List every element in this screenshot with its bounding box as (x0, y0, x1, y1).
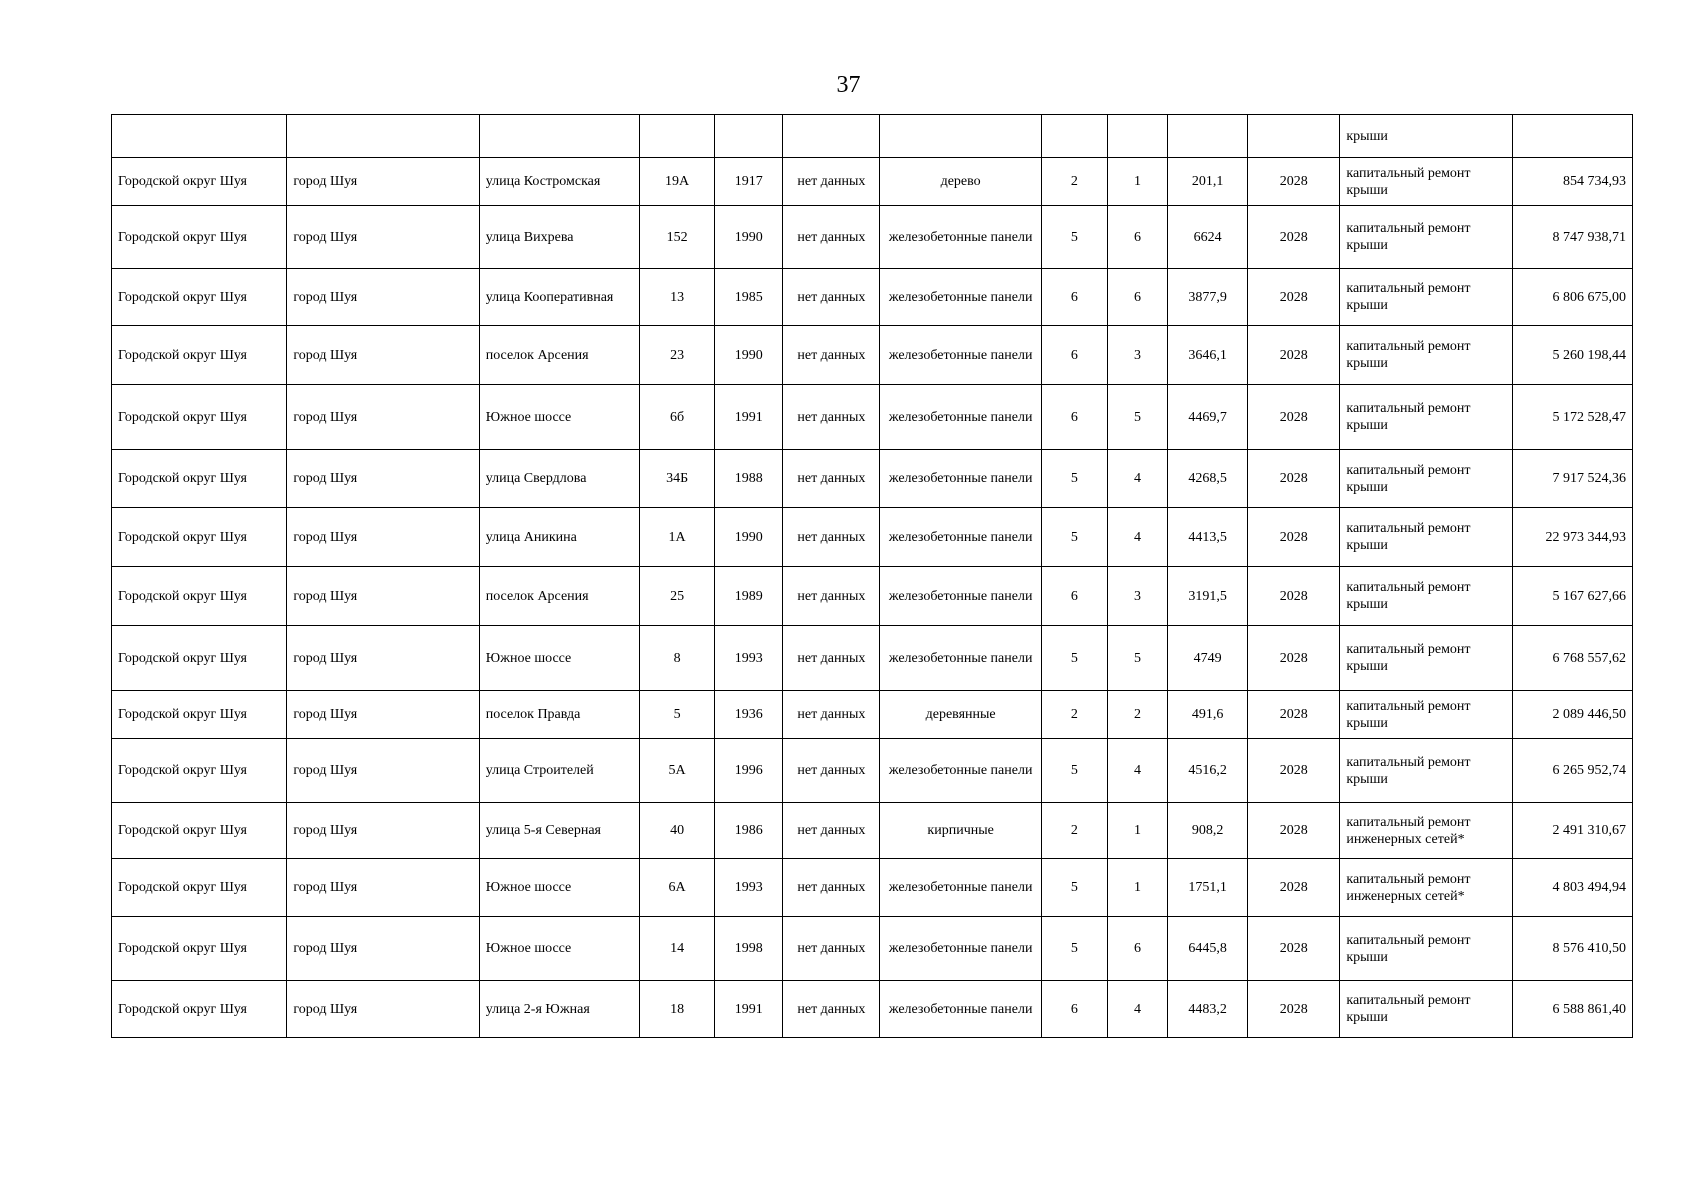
table-row (112, 206, 1633, 269)
cell-municipality: Городской округ Шуя (112, 803, 287, 859)
cell-entrances: 1 (1107, 158, 1167, 206)
cell-work: крыши (1340, 115, 1512, 158)
cell-municipality: Городской округ Шуя (112, 269, 287, 326)
cell-cost: 4 803 494,94 (1512, 859, 1632, 917)
cell-house: 19А (640, 158, 715, 206)
cell-floors: 5 (1041, 626, 1107, 691)
cell-street: улица Строителей (479, 739, 639, 803)
cell-settlement: город Шуя (287, 508, 479, 567)
cell-year-built: 1990 (715, 206, 783, 269)
cell-floors: 5 (1041, 450, 1107, 508)
cell-work: капитальный ремонт крыши (1340, 450, 1512, 508)
cell-street: Южное шоссе (479, 626, 639, 691)
cell-plan-year: 2028 (1248, 981, 1340, 1038)
cell-municipality: Городской округ Шуя (112, 981, 287, 1038)
cell-work: капитальный ремонт крыши (1340, 508, 1512, 567)
cell-entrances: 6 (1107, 917, 1167, 981)
cell-work: капитальный ремонт крыши (1340, 567, 1512, 626)
cell-cost: 6 806 675,00 (1512, 269, 1632, 326)
table-row (112, 803, 1633, 859)
cell-floors: 5 (1041, 917, 1107, 981)
cell-entrances: 5 (1107, 385, 1167, 450)
cell-street: Южное шоссе (479, 859, 639, 917)
cell-year-reconstruction: нет данных (783, 981, 880, 1038)
cell-entrances (1107, 115, 1167, 158)
cell-cost: 8 576 410,50 (1512, 917, 1632, 981)
cell-year-built: 1993 (715, 859, 783, 917)
cell-area (1168, 115, 1248, 158)
cell-year-built: 1936 (715, 691, 783, 739)
cell-settlement: город Шуя (287, 803, 479, 859)
cell-house: 6А (640, 859, 715, 917)
cell-plan-year: 2028 (1248, 326, 1340, 385)
cell-municipality: Городской округ Шуя (112, 326, 287, 385)
cell-settlement (287, 115, 479, 158)
cell-floors: 6 (1041, 385, 1107, 450)
cell-wall-material: железобетонные панели (880, 567, 1041, 626)
cell-wall-material: железобетонные панели (880, 626, 1041, 691)
table-row (112, 269, 1633, 326)
cell-wall-material: железобетонные панели (880, 450, 1041, 508)
table-row (112, 385, 1633, 450)
cell-street: Южное шоссе (479, 385, 639, 450)
cell-settlement: город Шуя (287, 917, 479, 981)
cell-plan-year: 2028 (1248, 691, 1340, 739)
cell-entrances: 3 (1107, 567, 1167, 626)
cell-municipality: Городской округ Шуя (112, 158, 287, 206)
cell-work: капитальный ремонт крыши (1340, 981, 1512, 1038)
table-row (112, 691, 1633, 739)
cell-year-reconstruction: нет данных (783, 567, 880, 626)
cell-municipality: Городской округ Шуя (112, 739, 287, 803)
cell-area: 6445,8 (1168, 917, 1248, 981)
cell-plan-year: 2028 (1248, 269, 1340, 326)
cell-cost: 854 734,93 (1512, 158, 1632, 206)
table-row (112, 626, 1633, 691)
cell-plan-year: 2028 (1248, 859, 1340, 917)
cell-settlement: город Шуя (287, 626, 479, 691)
cell-floors: 5 (1041, 859, 1107, 917)
cell-plan-year: 2028 (1248, 450, 1340, 508)
cell-floors: 5 (1041, 739, 1107, 803)
table-row (112, 917, 1633, 981)
cell-wall-material: дерево (880, 158, 1041, 206)
cell-house: 5 (640, 691, 715, 739)
cell-area: 3191,5 (1168, 567, 1248, 626)
cell-cost: 6 265 952,74 (1512, 739, 1632, 803)
cell-floors: 2 (1041, 803, 1107, 859)
cell-wall-material: деревянные (880, 691, 1041, 739)
cell-entrances: 6 (1107, 269, 1167, 326)
cell-house: 1А (640, 508, 715, 567)
cell-house: 18 (640, 981, 715, 1038)
cell-area: 1751,1 (1168, 859, 1248, 917)
cell-year-built: 1989 (715, 567, 783, 626)
cell-plan-year (1248, 115, 1340, 158)
cell-cost: 7 917 524,36 (1512, 450, 1632, 508)
cell-area: 4483,2 (1168, 981, 1248, 1038)
cell-entrances: 4 (1107, 739, 1167, 803)
cell-settlement: город Шуя (287, 385, 479, 450)
cell-house: 5А (640, 739, 715, 803)
cell-year-built (715, 115, 783, 158)
cell-plan-year: 2028 (1248, 385, 1340, 450)
cell-year-built: 1996 (715, 739, 783, 803)
cell-year-built: 1988 (715, 450, 783, 508)
cell-municipality: Городской округ Шуя (112, 450, 287, 508)
cell-cost: 2 089 446,50 (1512, 691, 1632, 739)
cell-work: капитальный ремонт крыши (1340, 269, 1512, 326)
cell-plan-year: 2028 (1248, 803, 1340, 859)
cell-street: улица Свердлова (479, 450, 639, 508)
cell-municipality: Городской округ Шуя (112, 206, 287, 269)
cell-street: улица 2-я Южная (479, 981, 639, 1038)
cell-wall-material: железобетонные панели (880, 859, 1041, 917)
cell-area: 4413,5 (1168, 508, 1248, 567)
cell-entrances: 4 (1107, 981, 1167, 1038)
cell-entrances: 4 (1107, 450, 1167, 508)
cell-area: 6624 (1168, 206, 1248, 269)
cell-municipality: Городской округ Шуя (112, 917, 287, 981)
cell-settlement: город Шуя (287, 158, 479, 206)
cell-municipality: Городской округ Шуя (112, 567, 287, 626)
cell-municipality: Городской округ Шуя (112, 859, 287, 917)
cell-settlement: город Шуя (287, 691, 479, 739)
cell-municipality: Городской округ Шуя (112, 385, 287, 450)
cell-year-built: 1998 (715, 917, 783, 981)
cell-entrances: 6 (1107, 206, 1167, 269)
cell-cost: 8 747 938,71 (1512, 206, 1632, 269)
cell-work: капитальный ремонт инженерных сетей* (1340, 859, 1512, 917)
cell-cost: 6 768 557,62 (1512, 626, 1632, 691)
cell-year-reconstruction: нет данных (783, 917, 880, 981)
cell-entrances: 2 (1107, 691, 1167, 739)
cell-settlement: город Шуя (287, 326, 479, 385)
cell-year-reconstruction: нет данных (783, 450, 880, 508)
cell-year-reconstruction (783, 115, 880, 158)
table-row (112, 158, 1633, 206)
cell-street: Южное шоссе (479, 917, 639, 981)
cell-year-built: 1985 (715, 269, 783, 326)
cell-year-reconstruction: нет данных (783, 508, 880, 567)
cell-entrances: 3 (1107, 326, 1167, 385)
cell-street: улица 5-я Северная (479, 803, 639, 859)
cell-cost: 5 167 627,66 (1512, 567, 1632, 626)
cell-area: 201,1 (1168, 158, 1248, 206)
table-body (112, 115, 1633, 1038)
cell-floors: 6 (1041, 269, 1107, 326)
cell-house: 152 (640, 206, 715, 269)
cell-year-reconstruction: нет данных (783, 206, 880, 269)
cell-wall-material: железобетонные панели (880, 326, 1041, 385)
cell-plan-year: 2028 (1248, 158, 1340, 206)
table-row (112, 326, 1633, 385)
cell-year-built: 1986 (715, 803, 783, 859)
cell-plan-year: 2028 (1248, 206, 1340, 269)
cell-work: капитальный ремонт крыши (1340, 158, 1512, 206)
cell-settlement: город Шуя (287, 981, 479, 1038)
cell-floors: 6 (1041, 567, 1107, 626)
cell-work: капитальный ремонт крыши (1340, 326, 1512, 385)
cell-plan-year: 2028 (1248, 626, 1340, 691)
table-row (112, 450, 1633, 508)
cell-area: 908,2 (1168, 803, 1248, 859)
cell-year-built: 1993 (715, 626, 783, 691)
cell-area: 4469,7 (1168, 385, 1248, 450)
cell-settlement: город Шуя (287, 739, 479, 803)
cell-floors: 5 (1041, 206, 1107, 269)
cell-street: улица Аникина (479, 508, 639, 567)
page-number: 37 (836, 72, 861, 98)
cell-year-reconstruction: нет данных (783, 626, 880, 691)
cell-wall-material: железобетонные панели (880, 917, 1041, 981)
cell-entrances: 1 (1107, 803, 1167, 859)
cell-house: 25 (640, 567, 715, 626)
cell-house: 14 (640, 917, 715, 981)
cell-work: капитальный ремонт инженерных сетей* (1340, 803, 1512, 859)
cell-house: 13 (640, 269, 715, 326)
cell-street: поселок Правда (479, 691, 639, 739)
cell-street: улица Вихрева (479, 206, 639, 269)
cell-year-built: 1990 (715, 508, 783, 567)
cell-house: 8 (640, 626, 715, 691)
cell-settlement: город Шуя (287, 269, 479, 326)
cell-area: 3646,1 (1168, 326, 1248, 385)
cell-entrances: 4 (1107, 508, 1167, 567)
cell-floors (1041, 115, 1107, 158)
cell-municipality: Городской округ Шуя (112, 508, 287, 567)
cell-house: 34Б (640, 450, 715, 508)
cell-work: капитальный ремонт крыши (1340, 917, 1512, 981)
cell-work: капитальный ремонт крыши (1340, 739, 1512, 803)
cell-house: 6б (640, 385, 715, 450)
cell-area: 491,6 (1168, 691, 1248, 739)
cell-area: 4749 (1168, 626, 1248, 691)
table-row (112, 981, 1633, 1038)
cell-year-reconstruction: нет данных (783, 739, 880, 803)
cell-municipality: Городской округ Шуя (112, 691, 287, 739)
cell-year-built: 1991 (715, 981, 783, 1038)
cell-wall-material: железобетонные панели (880, 206, 1041, 269)
cell-floors: 6 (1041, 326, 1107, 385)
cell-floors: 2 (1041, 158, 1107, 206)
cell-wall-material: железобетонные панели (880, 385, 1041, 450)
cell-entrances: 5 (1107, 626, 1167, 691)
cell-street: улица Костромская (479, 158, 639, 206)
cell-wall-material: железобетонные панели (880, 981, 1041, 1038)
cell-year-built: 1990 (715, 326, 783, 385)
cell-street: поселок Арсения (479, 326, 639, 385)
cell-year-reconstruction: нет данных (783, 803, 880, 859)
cell-plan-year: 2028 (1248, 567, 1340, 626)
cell-wall-material (880, 115, 1041, 158)
cell-floors: 6 (1041, 981, 1107, 1038)
cell-wall-material: железобетонные панели (880, 508, 1041, 567)
cell-year-reconstruction: нет данных (783, 691, 880, 739)
table-row (112, 859, 1633, 917)
cell-cost: 5 172 528,47 (1512, 385, 1632, 450)
cell-wall-material: железобетонные панели (880, 739, 1041, 803)
cell-settlement: город Шуя (287, 450, 479, 508)
cell-year-reconstruction: нет данных (783, 269, 880, 326)
cell-street (479, 115, 639, 158)
cell-cost (1512, 115, 1632, 158)
cell-area: 3877,9 (1168, 269, 1248, 326)
cell-area: 4268,5 (1168, 450, 1248, 508)
cell-plan-year: 2028 (1248, 917, 1340, 981)
cell-cost: 5 260 198,44 (1512, 326, 1632, 385)
cell-year-reconstruction: нет данных (783, 859, 880, 917)
cell-settlement: город Шуя (287, 206, 479, 269)
cell-house: 23 (640, 326, 715, 385)
table-row (112, 508, 1633, 567)
cell-wall-material: железобетонные панели (880, 269, 1041, 326)
cell-year-built: 1991 (715, 385, 783, 450)
cell-area: 4516,2 (1168, 739, 1248, 803)
cell-settlement: город Шуя (287, 567, 479, 626)
cell-work: капитальный ремонт крыши (1340, 626, 1512, 691)
cell-work: капитальный ремонт крыши (1340, 206, 1512, 269)
cell-work: капитальный ремонт крыши (1340, 385, 1512, 450)
cell-cost: 22 973 344,93 (1512, 508, 1632, 567)
cell-house (640, 115, 715, 158)
cell-wall-material: кирпичные (880, 803, 1041, 859)
cell-plan-year: 2028 (1248, 508, 1340, 567)
cell-plan-year: 2028 (1248, 739, 1340, 803)
cell-year-reconstruction: нет данных (783, 158, 880, 206)
table-row (112, 567, 1633, 626)
cell-entrances: 1 (1107, 859, 1167, 917)
cell-municipality (112, 115, 287, 158)
cell-year-reconstruction: нет данных (783, 326, 880, 385)
table-row (112, 739, 1633, 803)
continuation-row (112, 115, 1633, 158)
cell-floors: 5 (1041, 508, 1107, 567)
cell-house: 40 (640, 803, 715, 859)
cell-cost: 6 588 861,40 (1512, 981, 1632, 1038)
cell-cost: 2 491 310,67 (1512, 803, 1632, 859)
cell-street: улица Кооперативная (479, 269, 639, 326)
cell-settlement: город Шуя (287, 859, 479, 917)
repair-plan-table (111, 114, 1633, 1038)
cell-year-built: 1917 (715, 158, 783, 206)
cell-municipality: Городской округ Шуя (112, 626, 287, 691)
cell-floors: 2 (1041, 691, 1107, 739)
cell-year-reconstruction: нет данных (783, 385, 880, 450)
cell-work: капитальный ремонт крыши (1340, 691, 1512, 739)
cell-street: поселок Арсения (479, 567, 639, 626)
